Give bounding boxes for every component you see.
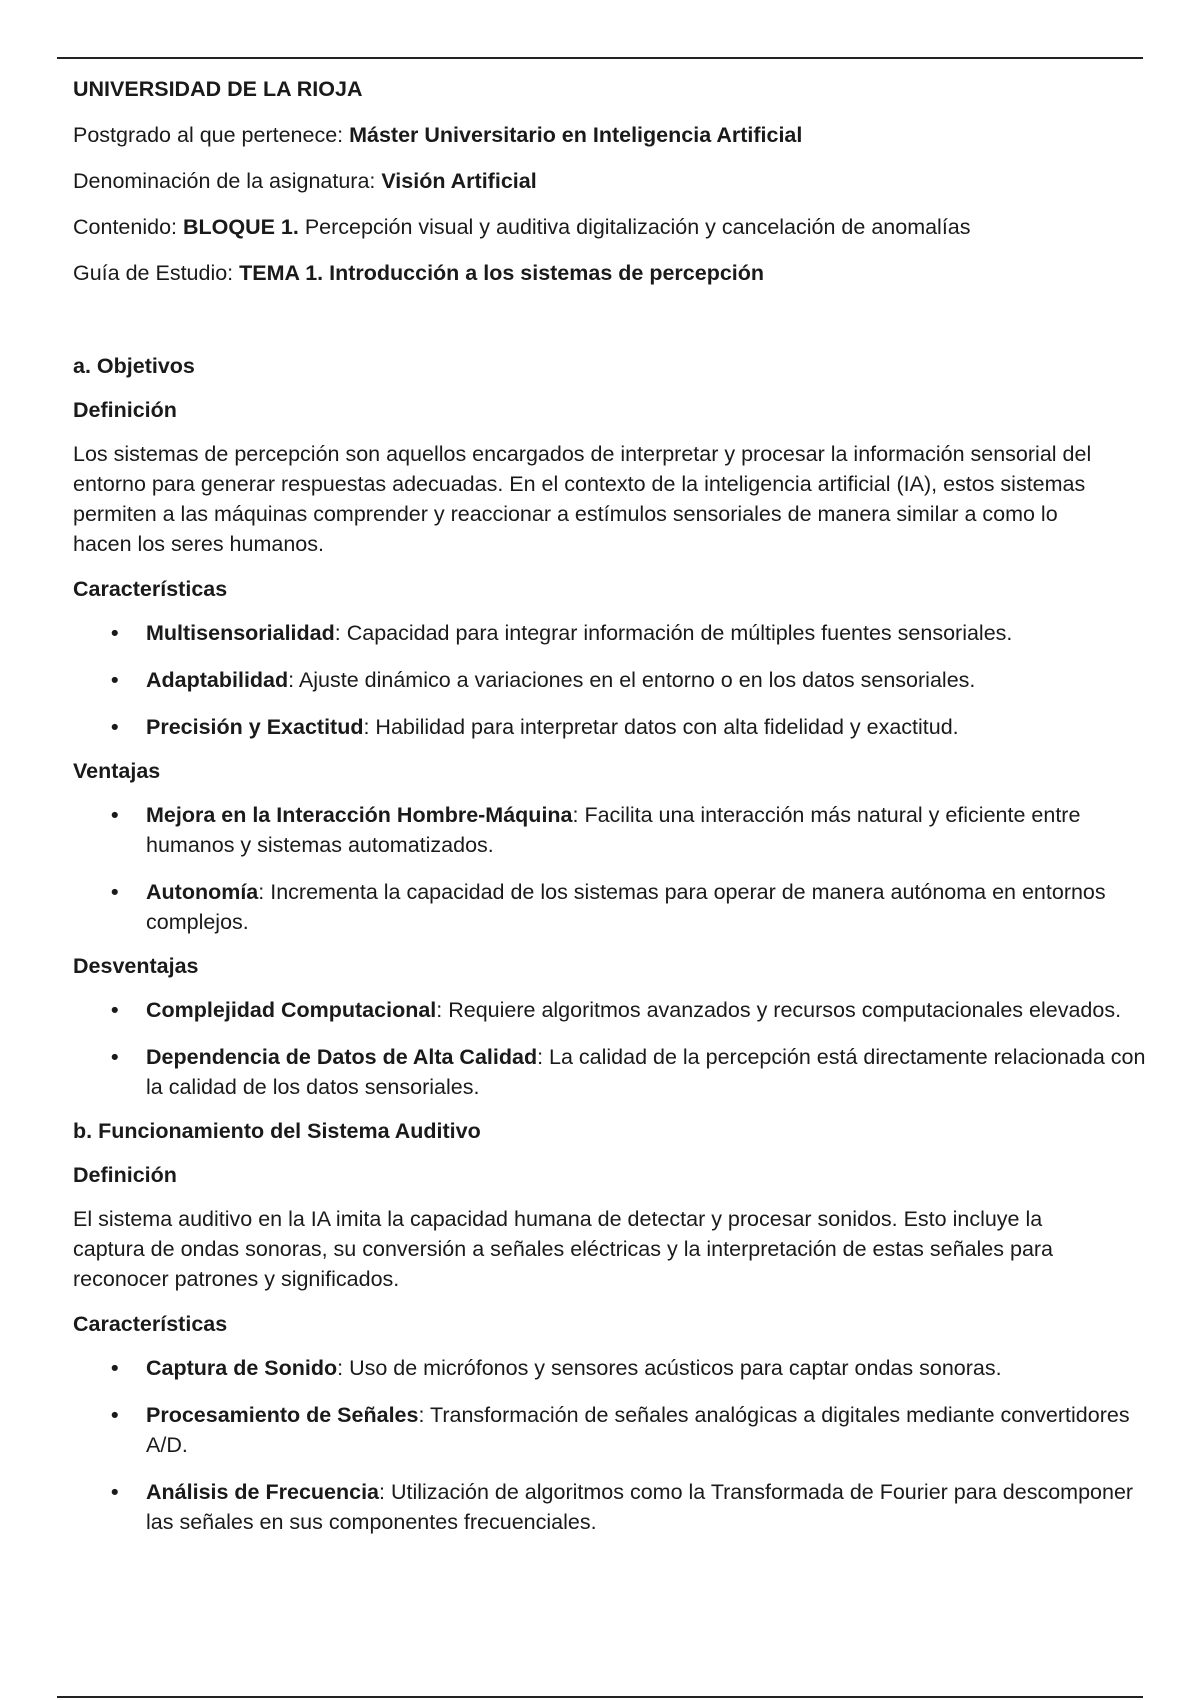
list-item-text: : Facilita una interacción más natural y eficiente entre humanos y sistemas automatizados. bbox=[146, 803, 1081, 857]
section-a-desventajas-list bbox=[73, 995, 1146, 1102]
list-item-text: : Ajuste dinámico a variaciones en el entorno o en los datos sensoriales. bbox=[288, 668, 976, 692]
list-item-term: Análisis de Frecuencia bbox=[146, 1480, 380, 1504]
postgrado-line bbox=[73, 120, 1143, 150]
guia-value: TEMA 1. Introducción a los sistemas de percepción bbox=[239, 261, 765, 285]
list-item bbox=[73, 995, 1146, 1025]
section-b-title: b. Funcionamiento del Sistema Auditivo bbox=[73, 1119, 481, 1143]
header-spacer bbox=[73, 304, 1143, 351]
list-item bbox=[73, 1042, 1146, 1102]
list-item bbox=[73, 712, 1146, 742]
list-item bbox=[73, 1400, 1146, 1460]
bullet-icon: • bbox=[111, 880, 119, 904]
list-item-term: Mejora en la Interacción Hombre-Máquina bbox=[146, 803, 573, 827]
section-b-definicion-heading: Definición bbox=[73, 1163, 177, 1187]
list-item-text: : Requiere algoritmos avanzados y recursos computacionales elevados. bbox=[436, 998, 1122, 1022]
document-body bbox=[73, 74, 1146, 1551]
list-item bbox=[73, 1477, 1146, 1537]
list-item-term: Multisensorialidad bbox=[146, 621, 335, 645]
list-item-text: : Transformación de señales analógicas a digitales mediante convertidores A/D. bbox=[146, 1403, 1130, 1457]
bottom-divider bbox=[57, 1696, 1143, 1698]
section-b-caracteristicas-list bbox=[73, 1353, 1143, 1537]
list-item-term: Captura de Sonido bbox=[146, 1356, 338, 1380]
section-a-definicion-heading: Definición bbox=[73, 398, 177, 422]
list-item-term: Precisión y Exactitud bbox=[146, 715, 364, 739]
list-item-text: : Uso de micrófonos y sensores acústicos para captar ondas sonoras. bbox=[337, 1356, 1002, 1380]
bullet-icon: • bbox=[111, 803, 119, 827]
guia-label: Guía de Estudio: bbox=[73, 261, 240, 285]
list-item-text: : Incrementa la capacidad de los sistemas para operar de manera autónoma en entornos complejos. bbox=[146, 880, 1106, 934]
bullet-icon: • bbox=[111, 998, 119, 1022]
contenido-label: Contenido: bbox=[73, 215, 183, 239]
contenido-bloque: BLOQUE 1. bbox=[182, 215, 299, 239]
guia-line bbox=[73, 258, 1143, 288]
list-item-term: Procesamiento de Señales bbox=[146, 1403, 419, 1427]
list-item bbox=[73, 665, 1146, 695]
bullet-icon: • bbox=[111, 1045, 119, 1069]
list-item-text: : Capacidad para integrar información de múltiples fuentes sensoriales. bbox=[334, 621, 1013, 645]
bullet-icon: • bbox=[111, 1480, 119, 1504]
contenido-description: Percepción visual y auditiva digitalización y cancelación de anomalías bbox=[298, 215, 971, 239]
asignatura-line bbox=[73, 166, 1143, 196]
top-divider bbox=[57, 57, 1143, 59]
section-b-definicion-text: El sistema auditivo en la IA imita la capacidad humana de detectar y procesar sonidos. Esto incluye la captura de ondas sonoras, su conversión a señales eléctricas y la interpretación de estas señales para reconocer patrones y significados. bbox=[73, 1207, 1054, 1291]
bullet-icon: • bbox=[111, 668, 119, 692]
bullet-icon: • bbox=[111, 715, 119, 739]
list-item-term: Autonomía bbox=[146, 880, 259, 904]
section-b-caracteristicas-heading: Características bbox=[73, 1312, 228, 1336]
list-item-term: Adaptabilidad bbox=[146, 668, 289, 692]
bullet-icon: • bbox=[111, 1403, 119, 1427]
university-name: UNIVERSIDAD DE LA RIOJA bbox=[73, 77, 363, 101]
bullet-icon: • bbox=[111, 621, 119, 645]
section-a-caracteristicas-heading: Características bbox=[73, 577, 228, 601]
section-a-ventajas-list bbox=[73, 800, 1143, 937]
asignatura-label: Denominación de la asignatura: bbox=[73, 169, 382, 193]
list-item-text: : Habilidad para interpretar datos con alta fidelidad y exactitud. bbox=[363, 715, 959, 739]
section-a-definicion-text: Los sistemas de percepción son aquellos encargados de interpretar y procesar la información sensorial del entorno para generar respuestas adecuadas. En el contexto de la inteligencia artificial (IA), estos sistemas permiten a las máquinas comprender y reaccionar a estímulos sensoriales de manera similar a como lo hacen los seres humanos. bbox=[73, 442, 1092, 556]
list-item-text: : La calidad de la percepción está directamente relacionada con la calidad de los datos sensoriales. bbox=[146, 1045, 1146, 1099]
section-a-title: a. Objetivos bbox=[73, 354, 195, 378]
list-item bbox=[73, 800, 1146, 860]
section-a-ventajas-heading: Ventajas bbox=[73, 759, 161, 783]
list-item bbox=[73, 1353, 1146, 1383]
section-a-caracteristicas-list bbox=[73, 618, 1143, 742]
postgrado-label: Postgrado al que pertenece: bbox=[73, 123, 350, 147]
list-item-text: : Utilización de algoritmos como la Transformada de Fourier para descomponer las señales en sus componentes frecuenciales. bbox=[146, 1480, 1134, 1534]
list-item-term: Dependencia de Datos de Alta Calidad bbox=[146, 1045, 538, 1069]
bullet-icon: • bbox=[111, 1356, 119, 1380]
contenido-line bbox=[73, 212, 1143, 242]
list-item-term: Complejidad Computacional bbox=[146, 998, 437, 1022]
list-item bbox=[73, 877, 1146, 937]
postgrado-value: Máster Universitario en Inteligencia Artificial bbox=[349, 123, 803, 147]
list-item bbox=[73, 618, 1146, 648]
asignatura-value: Visión Artificial bbox=[381, 169, 537, 193]
section-a-desventajas-heading: Desventajas bbox=[73, 954, 199, 978]
